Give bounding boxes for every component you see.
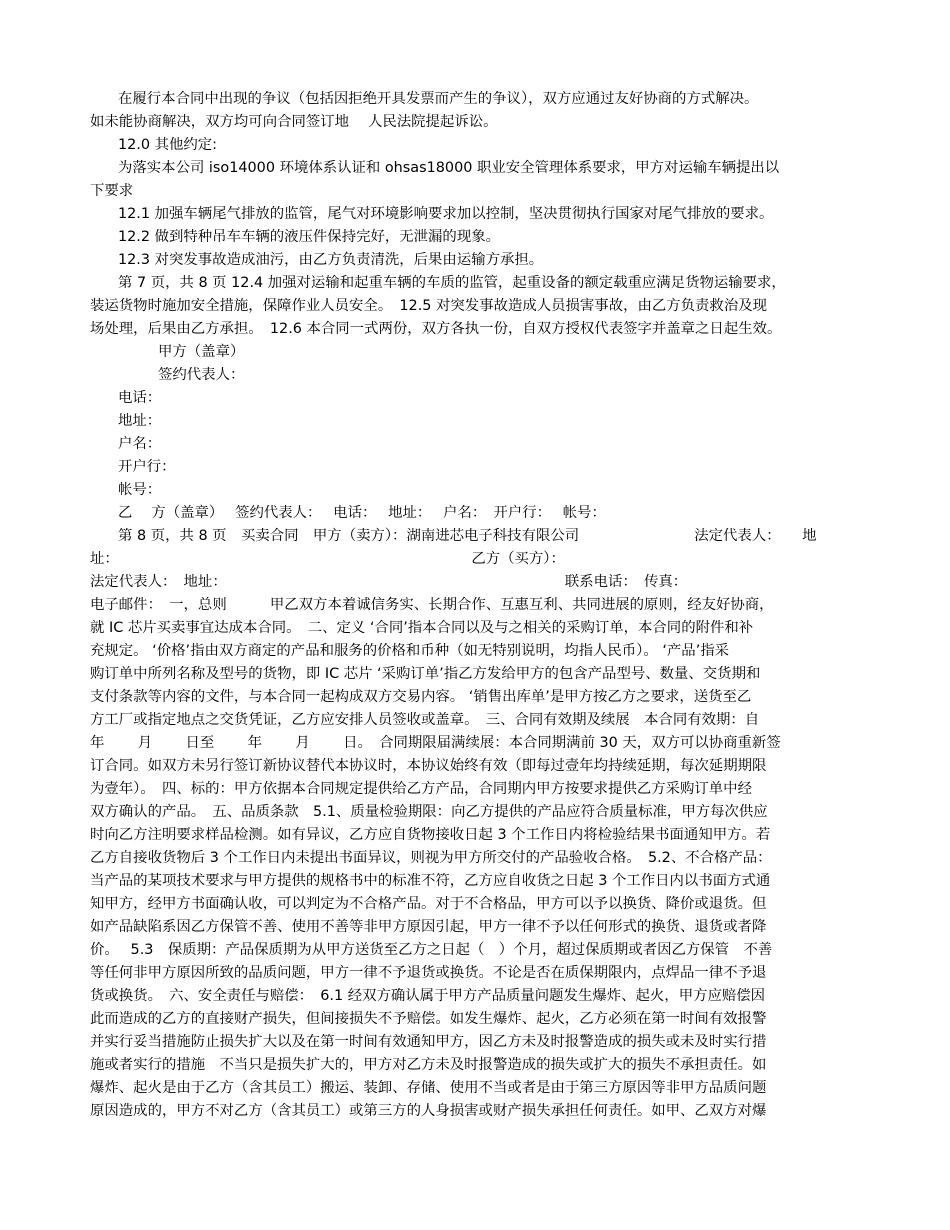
text-line: 第 8 页，共 8 页 买卖合同 甲方（卖方）：湖南进芯电子科技有限公司 法定代表人： 地 (118, 528, 817, 544)
text-line: 为落实本公司 iso14000 环境体系认证和 ohsas18000 职业安全管理体系要求，甲方对运输车辆提出以 (118, 160, 780, 176)
text-line: 址： 乙方（买方）： (90, 551, 565, 567)
text-line: 在履行本合同中出现的争议（包括因拒绝开具发票而产生的争议），双方应通过友好协商的方式解决。 (118, 91, 759, 107)
text-line: 电话： (118, 390, 162, 406)
text-line: 地址： (118, 413, 162, 429)
text-line: 开户行： (118, 459, 176, 475)
text-line: 电子邮件： 一，总则 甲乙双方本着诚信务实、长期合作、互惠互利、共同进展的原则，经友好协商， (90, 597, 774, 613)
text-line: 充规定。 ‘价格’指由双方商定的产品和服务的价格和币种（如无特别说明，均指人民币）。 ‘产品’指采 (90, 643, 730, 659)
text-line: 帐号： (118, 482, 162, 498)
text-line: 户名： (118, 436, 162, 452)
text-line: 场处理，后果由乙方承担。 12.6 本合同一式两份，双方各执一份，自双方授权代表签字并盖章之日起生效。 (90, 321, 782, 337)
text-line: 并实行妥当措施防止损失扩大以及在第一时间有效通知甲方，因乙方未及时报警造成的损失或未及时实行措 (90, 1034, 767, 1050)
text-line: 年 月 日至 年 月 日。 合同期限届满续展：本合同期满前 30 天，双方可以协商重新签 (90, 735, 781, 751)
text-line: 签约代表人： (158, 367, 245, 383)
text-line: 12.0 其他约定: (118, 137, 218, 153)
text-line: 等任何非甲方原因所致的品质问题，甲方一律不予退货或换货。不论是否在质保期限内，点焊品一律不予退 (90, 965, 767, 981)
text-line: 货或换货。 六、安全责任与赔偿： 6.1 经双方确认属于甲方产品质量问题发生爆炸、起火，甲方应赔偿因 (90, 988, 766, 1004)
text-line: 施或者实行的措施 不当只是损失扩大的，甲方对乙方未及时报警造成的损失或扩大的损失不承担责任。如 (90, 1057, 767, 1073)
text-line: 就 IC 芯片买卖事宜达成本合同。 二、定义 ‘合同’指本合同以及与之相关的采购订单，本合同的附件和补 (90, 620, 754, 636)
text-line: 12.2 做到特种吊车车辆的液压件保持完好，无泄漏的现象。 (118, 229, 500, 245)
text-line: 时向乙方注明要求样品检测。如有异议，乙方应自货物接收日起 3 个工作日内将检验结果书面通知甲方。若 (90, 827, 771, 843)
text-line: 订合同。如双方未另行签订新协议替代本协议时，本协议始终有效（即每过壹年均持续延期，每次延期期限 (90, 758, 767, 774)
text-line: 价。 5.3 保质期：产品保质期为从甲方送货至乙方之日起（ ）个月，超过保质期或者因乙方保管 不善 (90, 942, 773, 958)
text-line: 支付条款等内容的文件，与本合同一起构成双方交易内容。 ‘销售出库单’是甲方按乙方之要求，送货至乙 (90, 689, 752, 705)
text-line: 乙方自接收货物后 3 个工作日内未提出书面异议，则视为甲方所交付的产品验收合格。 5.2、不合格产品： (90, 850, 772, 866)
text-line: 如未能协商解决，双方均可向合同签订地 人民法院提起诉讼。 (90, 114, 498, 130)
text-line: 双方确认的产品。 五、品质条款 5.1、质量检验期限：向乙方提供的产品应符合质量标准，甲方每次供应 (90, 804, 768, 820)
text-line: 知甲方，经甲方书面确认收，可以判定为不合格产品。对于不合格品，甲方可以予以换货、降价或退货。但 (90, 896, 767, 912)
text-line: 为壹年）。 四、标的：甲方依据本合同规定提供给乙方产品，合同期内甲方按要求提供乙方采购订单中经 (90, 781, 752, 797)
text-line: 12.3 对突发事故造成油污，由乙方负责清洗，后果由运输方承担。 (118, 252, 544, 268)
text-line: 法定代表人： 地址： 联系电话： 传真： (90, 574, 688, 590)
text-line: 如产品缺陷系因乙方保管不善、使用不善等非甲方原因引起，甲方一律不予以任何形式的换货、退货或者降 (90, 919, 767, 935)
text-line: 甲方（盖章） (158, 344, 245, 360)
text-line: 装运货物时施加安全措施，保障作业人员安全。 12.5 对突发事故造成人员损害事故，由乙方负责救治及现 (90, 298, 767, 314)
text-line: 方工厂或指定地点之交货凭证，乙方应安排人员签收或盖章。 三、合同有效期及续展 本合同有效期：自 (90, 712, 760, 728)
text-line: 第 7 页，共 8 页 12.4 加强对运输和起重车辆的车质的监管，起重设备的额定载重应满足货物运输要求， (118, 275, 786, 291)
text-line: 下要求 (90, 183, 134, 199)
text-line: 12.1 加强车辆尾气排放的监管，尾气对环境影响要求加以控制，坚决贯彻执行国家对尾气排放的要求。 (118, 206, 774, 222)
text-line: 爆炸、起火是由于乙方（含其员工）搬运、装卸、存储、使用不当或者是由于第三方原因等非甲方品质问题 (90, 1080, 767, 1096)
text-line: 此而造成的乙方的直接财产损失，但间接损失不予赔偿。如发生爆炸、起火，乙方必须在第一时间有效报警 (90, 1011, 767, 1027)
text-line: 当产品的某项技术要求与甲方提供的规格书中的标准不符，乙方应自收货之日起 3 个工作日内以书面方式通 (90, 873, 771, 889)
text-line: 原因造成的，甲方不对乙方（含其员工）或第三方的人身损害或财产损失承担任何责任。如甲、乙双方对爆 (90, 1103, 767, 1119)
text-line: 购订单中所列名称及型号的货物，即 IC 芯片 ‘采购订单’指乙方发给甲方的包含产品型号、数量、交货期和 (90, 666, 761, 682)
text-line: 乙 方（盖章） 签约代表人： 电话： 地址： 户名： 开户行： 帐号： (118, 505, 606, 521)
